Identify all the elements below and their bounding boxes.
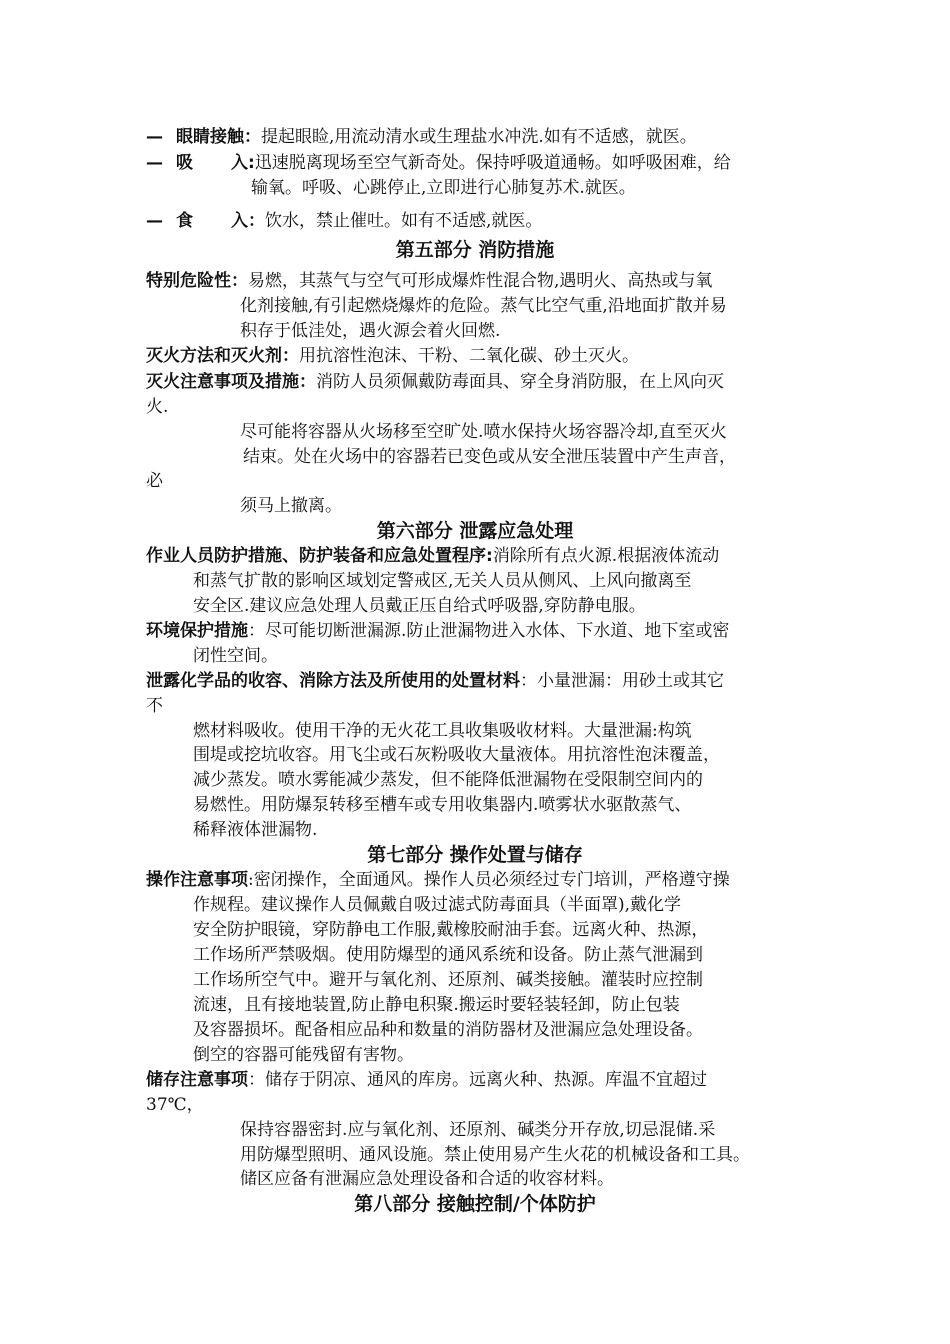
extinguish-method-line — [146, 345, 639, 367]
fire-notes-line-1 — [146, 371, 724, 393]
first-aid-ingest-line — [146, 210, 542, 232]
personal-protection-label: 作业人员防护措施、防护装备和应急处置程序: — [146, 546, 493, 566]
section8-heading: 第八部分 接触控制/个体防护 — [354, 1193, 596, 1215]
inhale-text-2: 输氧。呼吸、心跳停止,立即进行心肺复苏术.就医。 — [251, 178, 636, 198]
operation-text-5: 工作场所空气中。避开与氧化剂、还原剂、碱类接触。灌装时应控制 — [193, 970, 703, 990]
bullet-dash: — — [146, 127, 163, 147]
operation-text-7: 及容器损坏。配备相应品种和数量的消防器材及泄漏应急处理设备。 — [193, 1020, 703, 1040]
personal-protection-line-1 — [146, 545, 719, 567]
personal-protection-text-3: 安全区.建议应急处理人员戴正压自给式呼吸器,穿防静电服。 — [193, 596, 646, 616]
ingest-label-a: 食 — [176, 211, 193, 231]
extinguish-method-label: 灭火方法和灭火剂： — [146, 346, 299, 366]
storage-text-1: ：储存于阴凉、通风的库房。远离火种、热源。库温不宜超过 — [248, 1070, 707, 1090]
inhale-label-b: 入: — [231, 153, 255, 173]
extinguish-method-text: 用抗溶性泡沫、干粉、二氧化碳、砂土灭火。 — [299, 346, 639, 366]
env-protection-line-1 — [146, 620, 729, 642]
personal-protection-text-2: 和蒸气扩散的影响区域划定警戒区,无关人员从侧风、上风向撤离至 — [193, 571, 692, 591]
hazard-line-1 — [146, 270, 712, 292]
storage-text-4: 用防爆型照明、通风设施。禁止使用易产生火花的机械设备和工具。 — [240, 1145, 750, 1165]
first-aid-eye-line — [146, 126, 697, 148]
fire-notes-text-5: 必 — [146, 471, 163, 491]
storage-text-2: 37℃， — [146, 1095, 204, 1115]
eye-contact-text: 提起眼睑,用流动清水或生理盐水冲洗.如有不适感，就医。 — [261, 127, 697, 147]
hazard-label: 特别危险性： — [146, 271, 248, 291]
containment-line-1 — [146, 670, 724, 692]
storage-text-3: 保持容器密封.应与氧化剂、还原剂、碱类分开存放,切忌混储.采 — [240, 1120, 716, 1140]
hazard-text-3: 积存于低洼处，遇火源会着火回燃. — [240, 321, 501, 341]
ingest-label-b: 入： — [231, 211, 265, 231]
operation-text-2: 作规程。建议操作人员佩戴自吸过滤式防毒面具（半面罩),戴化学 — [193, 895, 682, 915]
operation-text-1: :密闭操作，全面通风。操作人员必须经过专门培训，严格遵守操 — [248, 870, 730, 890]
first-aid-inhale-line — [146, 152, 731, 174]
fire-notes-label: 灭火注意事项及措施： — [146, 372, 316, 392]
personal-protection-text-1: 消除所有点火源.根据液体流动 — [492, 546, 720, 566]
containment-text-6: 易燃性。用防爆泵转移至槽车或专用收集器内.喷雾状水驱散蒸气、 — [193, 795, 692, 815]
ingest-text: 饮水，禁止催吐。如有不适感,就医。 — [265, 211, 543, 231]
operation-text-3: 安全防护眼镜，穿防静电工作服,戴橡胶耐油手套。远离火种、热源， — [193, 920, 709, 940]
inhale-text-1: 迅速脱离现场至空气新奇处。保持呼吸道通畅。如呼吸困难，给 — [254, 153, 731, 173]
eye-contact-label: 眼睛接触： — [176, 127, 261, 147]
containment-text-4: 围堤或挖坑收容。用飞尘或石灰粉吸收大量液体。用抗溶性泡沫覆盖， — [193, 745, 720, 765]
hazard-text-2: 化剂接触,有引起燃烧爆炸的危险。蒸气比空气重,沿地面扩散并易 — [240, 296, 727, 316]
fire-notes-text-6: 须马上撤离。 — [240, 496, 342, 516]
containment-text-5: 减少蒸发。喷水雾能减少蒸发，但不能降低泄漏物在受限制空间内的 — [193, 770, 703, 790]
section6-heading: 第六部分 泄露应急处理 — [376, 520, 574, 542]
fire-notes-text-1: 消防人员须佩戴防毒面具、穿全身消防服，在上风向灭 — [316, 372, 724, 392]
storage-line-1 — [146, 1069, 707, 1091]
bullet-dash: — — [146, 211, 163, 231]
storage-label: 储存注意事项 — [146, 1070, 248, 1090]
inhale-label-a: 吸 — [176, 153, 193, 173]
fire-notes-text-2: 火. — [146, 397, 169, 417]
env-protection-text-2: 闭性空间。 — [193, 646, 278, 666]
storage-text-5: 储区应备有泄漏应急处理设备和合适的收容材料。 — [240, 1169, 614, 1189]
bullet-dash: — — [146, 153, 163, 173]
containment-text-1: ：小量泄漏：用砂土或其它 — [520, 671, 724, 691]
env-protection-label: 环境保护措施 — [146, 621, 248, 641]
operation-line-1 — [146, 869, 730, 891]
containment-text-7: 稀释液体泄漏物. — [193, 820, 318, 840]
operation-text-6: 流速，且有接地装置,防止静电积聚.搬运时要轻装轻卸，防止包装 — [193, 995, 680, 1015]
containment-text-3: 燃材料吸收。使用干净的无火花工具收集吸收材料。大量泄漏:构筑 — [193, 721, 692, 741]
hazard-text-1: 易燃，其蒸气与空气可形成爆炸性混合物,遇明火、高热或与氧 — [248, 271, 713, 291]
fire-notes-text-3: 尽可能将容器从火场移至空旷处.喷水保持火场容器冷却,直至灭火 — [240, 422, 727, 442]
section7-heading: 第七部分 操作处置与储存 — [367, 844, 583, 866]
env-protection-text-1: ：尽可能切断泄漏源.防止泄漏物进入水体、下水道、地下室或密 — [248, 621, 730, 641]
containment-text-2: 不 — [146, 696, 163, 716]
containment-label: 泄露化学品的收容、消除方法及所使用的处置材料 — [146, 671, 520, 691]
operation-label: 操作注意事项 — [146, 870, 248, 890]
section5-heading: 第五部分 消防措施 — [395, 239, 555, 261]
operation-text-8: 倒空的容器可能残留有害物。 — [193, 1045, 414, 1065]
operation-text-4: 工作场所严禁吸烟。使用防爆型的通风系统和设备。防止蒸气泄漏到 — [193, 945, 703, 965]
fire-notes-text-4: 结束。处在火场中的容器若已变色或从安全泄压装置中产生声音， — [243, 447, 736, 467]
